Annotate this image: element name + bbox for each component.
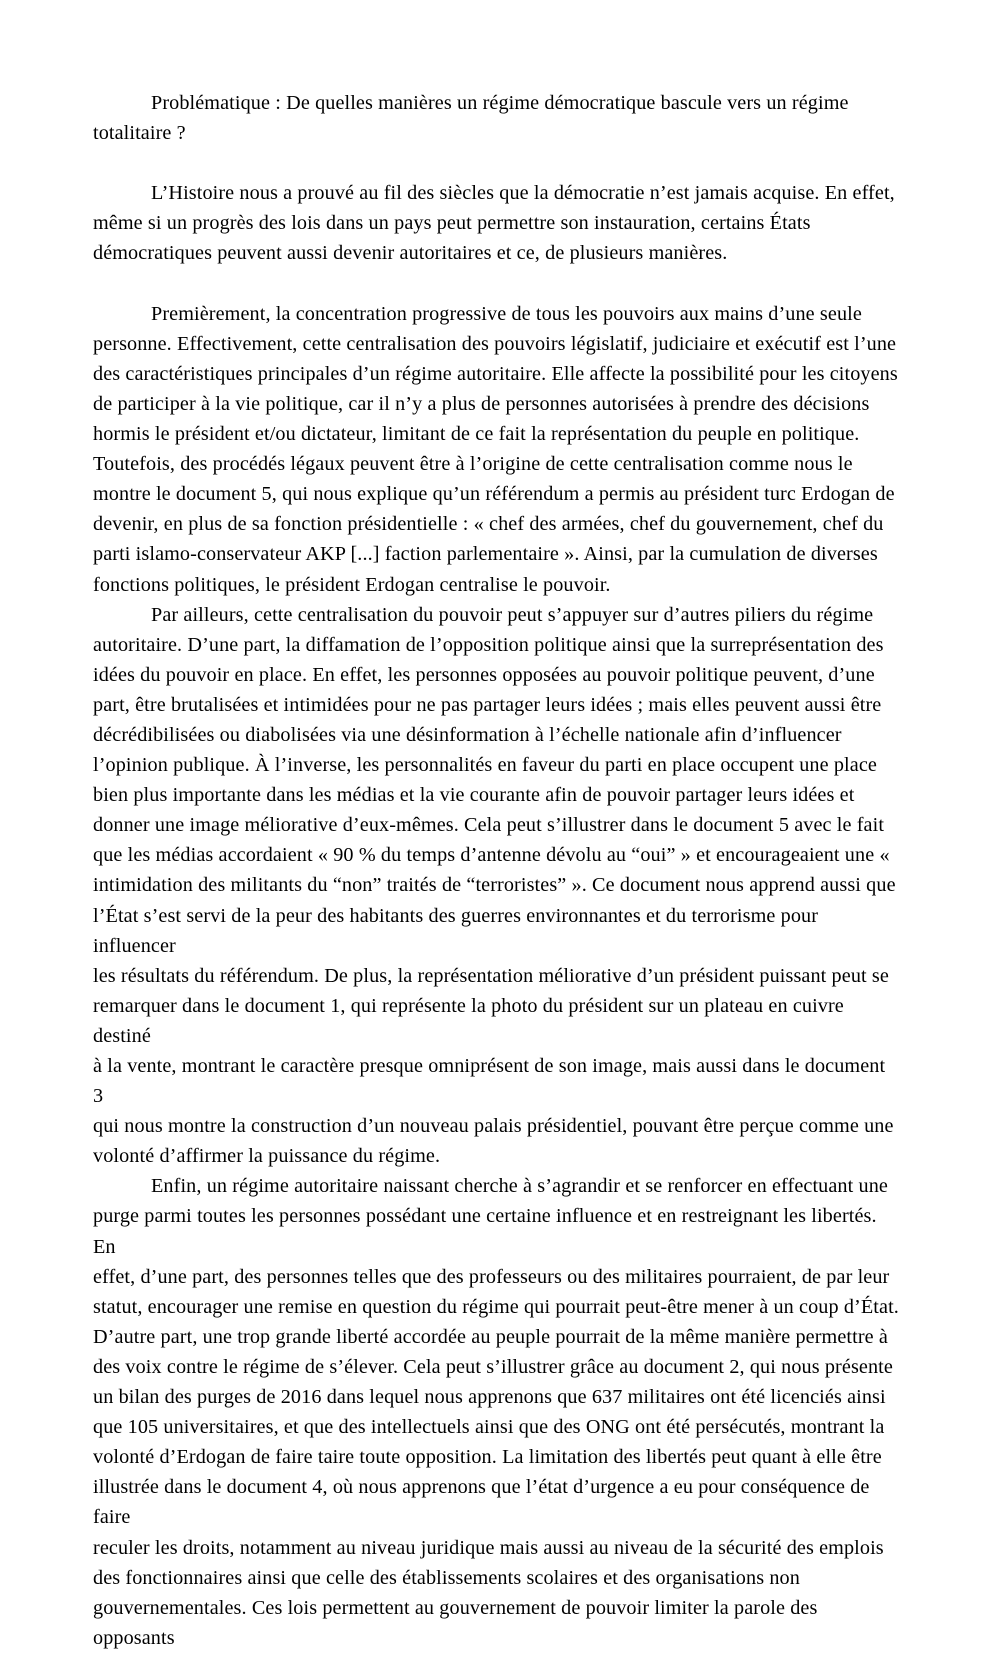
text-line: part, être brutalisées et intimidées pour ne pas partager leurs idées ; mais elles peuvent aussi être <box>93 693 882 716</box>
text-line: décrédibilisées ou diabolisées via une désinformation à l’échelle nationale afin d’influencer <box>93 723 842 746</box>
text-line: les résultats du référendum. De plus, la représentation méliorative d’un président puissant peut se <box>93 964 889 987</box>
text-line: L’Histoire nous a prouvé au fil des siècles que la démocratie n’est jamais acquise. En effet, <box>151 182 895 205</box>
text-line: hormis le président et/ou dictateur, limitant de ce fait la représentation du peuple en politique. <box>93 423 860 446</box>
text-line: effet, d’une part, des personnes telles que des professeurs ou des militaires pourraient, de par leur <box>93 1265 890 1288</box>
text-line: fonctions politiques, le président Erdogan centralise le pouvoir. <box>93 573 611 596</box>
text-line: bien plus importante dans les médias et la vie courante afin de pouvoir partager leurs idées et <box>93 784 855 807</box>
text-line: l’opinion publique. À l’inverse, les personnalités en faveur du parti en place occupent une place <box>93 754 877 777</box>
text-line: statut, encourager une remise en question du régime qui pourrait peut-être mener à un coup d’État. <box>93 1295 899 1318</box>
text-line: volonté d’affirmer la puissance du régime. <box>93 1145 441 1168</box>
text-line: parti islamo-conservateur AKP [...] faction parlementaire ». Ainsi, par la cumulation de diverses <box>93 543 878 566</box>
text-line: gouvernementales. Ces lois permettent au gouvernement de pouvoir limiter la parole des opposants <box>93 1596 823 1649</box>
text-line: illustrée dans le document 4, où nous apprenons que l’état d’urgence a eu pour conséquence de faire <box>93 1476 875 1529</box>
text-line: remarquer dans le document 1, qui représente la photo du président sur un plateau en cuivre destiné <box>93 994 850 1047</box>
text-line: un bilan des purges de 2016 dans lequel nous apprenons que 637 militaires ont été licenciés ainsi <box>93 1386 886 1409</box>
text-line: idées du pouvoir en place. En effet, les personnes opposées au pouvoir politique peuvent, d’une <box>93 663 875 686</box>
text-line: devenir, en plus de sa fonction présidentielle : « chef des armées, chef du gouvernement, chef du <box>93 513 884 536</box>
text-line: que les médias accordaient « 90 % du temps d’antenne dévolu au “oui” » et encourageaient une « <box>93 844 890 867</box>
text-line: même si un progrès des lois dans un pays peut permettre son instauration, certains États <box>93 212 811 235</box>
text-line: Par ailleurs, cette centralisation du pouvoir peut s’appuyer sur d’autres piliers du régime <box>151 603 874 626</box>
text-line: des caractéristiques principales d’un régime autoritaire. Elle affecte la possibilité pour les citoyens <box>93 362 898 385</box>
text-line: Toutefois, des procédés légaux peuvent être à l’origine de cette centralisation comme nous le <box>93 453 853 476</box>
text-line: des fonctionnaires ainsi que celle des établissements scolaires et des organisations non <box>93 1566 800 1589</box>
text-line: intimidation des militants du “non” traités de “terroristes” ». Ce document nous apprend aussi que <box>93 874 896 897</box>
text-line: l’État s’est servi de la peur des habitants des guerres environnantes et du terrorisme pour influencer <box>93 904 824 957</box>
text-line: des voix contre le régime de s’élever. Cela peut s’illustrer grâce au document 2, qui nous présente <box>93 1355 893 1378</box>
text-line: Enfin, un régime autoritaire naissant cherche à s’agrandir et se renforcer en effectuant une <box>151 1175 888 1198</box>
paragraph-concentration-des-pouvoirs <box>93 299 899 600</box>
text-line: donner une image méliorative d’eux-mêmes. Cela peut s’illustrer dans le document 5 avec le fait <box>93 814 885 837</box>
text-line: autoritaire. D’une part, la diffamation de l’opposition politique ainsi que la surreprésentation des <box>93 633 884 656</box>
text-line: de participer à la vie politique, car il n’y a plus de personnes autorisées à prendre des décisions <box>93 392 870 415</box>
text-line: Premièrement, la concentration progressive de tous les pouvoirs aux mains d’une seule <box>151 302 862 325</box>
paragraph-problematique <box>93 88 899 148</box>
text-line: à la vente, montrant le caractère presque omniprésent de son image, mais aussi dans le document 3 <box>93 1055 891 1108</box>
paragraph-purges-et-libertes <box>93 1171 899 1653</box>
text-line: que 105 universitaires, et que des intellectuels ainsi que des ONG ont été persécutés, montrant la <box>93 1416 885 1439</box>
text-line: reculer les droits, notamment au niveau juridique mais aussi au niveau de la sécurité des emplois <box>93 1536 884 1559</box>
text-line: qui nous montre la construction d’un nouveau palais présidentiel, pouvant être perçue comme une <box>93 1115 894 1138</box>
text-line: volonté d’Erdogan de faire taire toute opposition. La limitation des libertés peut quant à elle être <box>93 1446 882 1469</box>
document-text-column <box>93 88 899 1653</box>
text-line: purge parmi toutes les personnes possédant une certaine influence et en restreignant les libertés. En <box>93 1205 882 1258</box>
text-line: Problématique : De quelles manières un régime démocratique bascule vers un régime <box>151 92 849 114</box>
paragraph-diffamation-et-medias <box>93 600 899 1172</box>
text-line: personne. Effectivement, cette centralisation des pouvoirs législatif, judiciaire et exécutif est l’une <box>93 332 897 355</box>
text-line: démocratiques peuvent aussi devenir autoritaires et ce, de plusieurs manières. <box>93 242 728 265</box>
text-line: D’autre part, une trop grande liberté accordée au peuple pourrait de la même manière permettre à <box>93 1325 888 1348</box>
text-line: totalitaire ? <box>93 122 186 145</box>
text-line: montre le document 5, qui nous explique qu’un référendum a permis au président turc Erdogan de <box>93 483 895 506</box>
paragraph-introduction <box>93 178 899 268</box>
